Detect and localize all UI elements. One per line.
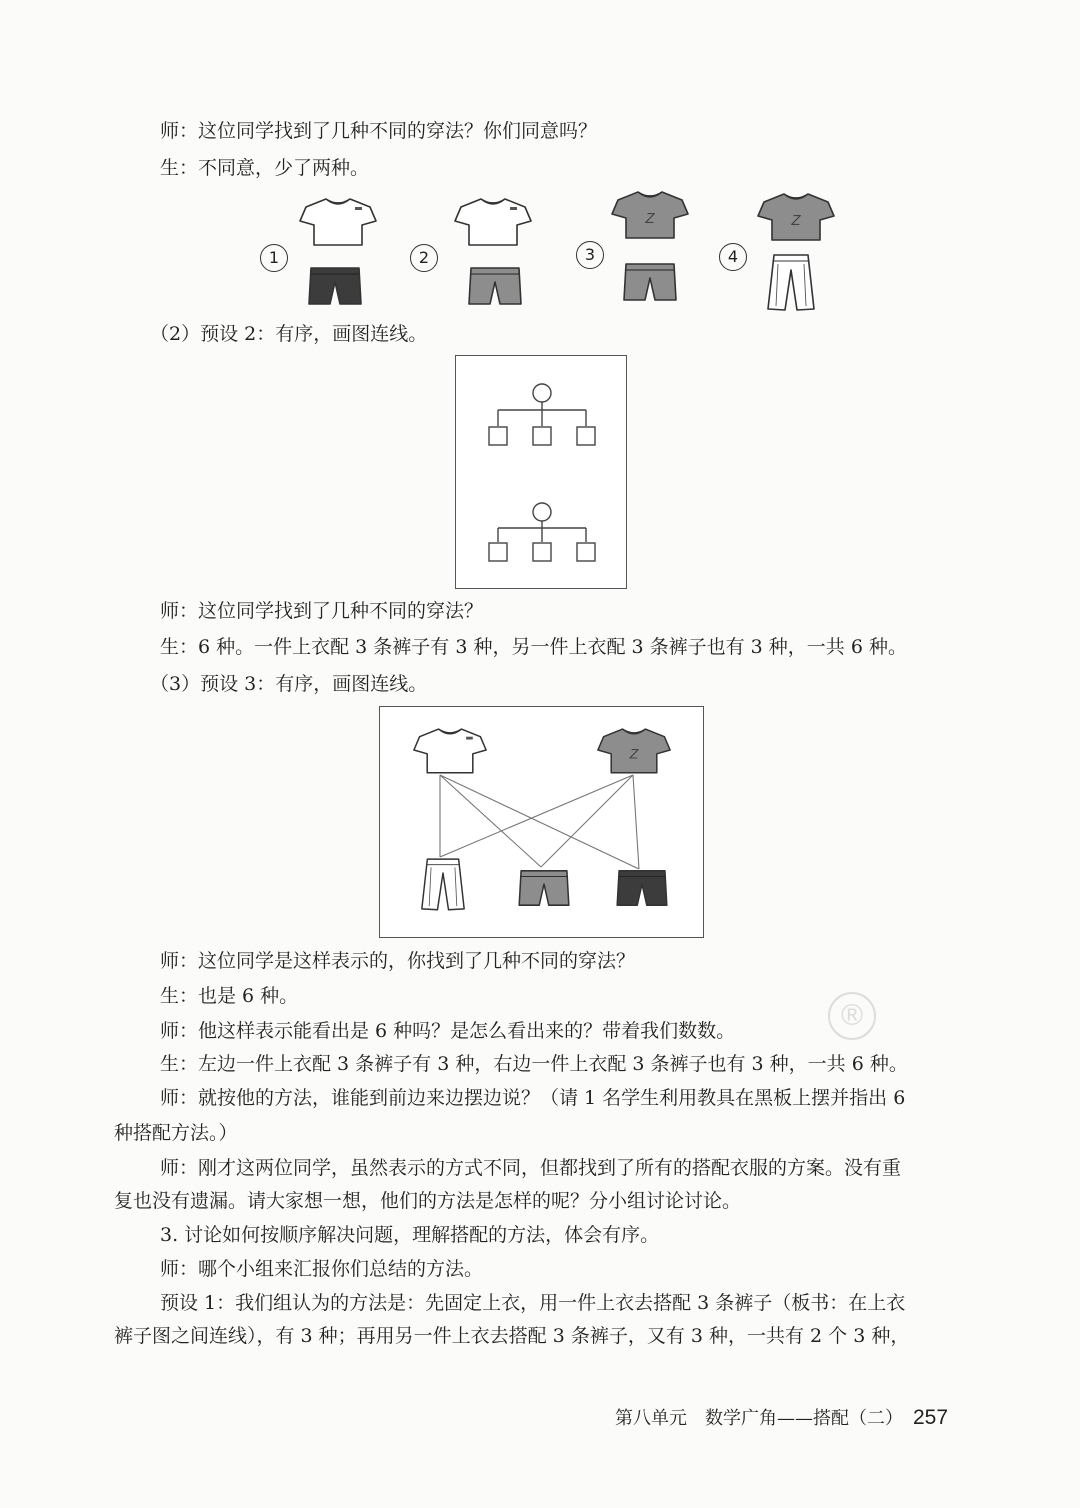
text-line: 生：也是 6 种。	[160, 985, 299, 1007]
shirt-logo: Z	[645, 210, 655, 227]
page-footer	[615, 1404, 948, 1430]
gray-shorts-icon	[622, 260, 678, 304]
white-tshirt-icon	[298, 195, 378, 247]
text-line: 生：不同意，少了两种。	[160, 157, 370, 179]
matching-diagram-frame	[379, 706, 704, 938]
gray-shorts-icon	[467, 264, 523, 308]
text-line: 师：哪个小组来汇报你们总结的方法。	[160, 1258, 484, 1280]
shirt-logo: Z	[629, 746, 639, 763]
white-tshirt-icon	[414, 729, 486, 773]
text-line: 3. 讨论如何按顺序解决问题，理解搭配的方法，体会有序。	[160, 1224, 660, 1246]
text-line: 师：刚才这两位同学，虽然表示的方式不同，但都找到了所有的搭配衣服的方案。没有重	[160, 1157, 902, 1179]
text-line: 裤子图之间连线），有 3 种；再用另一件上衣去搭配 3 条裤子，又有 3 种，一共有 2 个 3 种，	[114, 1325, 910, 1347]
gray-tshirt-icon	[598, 729, 670, 773]
gray-tshirt-icon	[756, 190, 836, 242]
text-line: 师：这位同学是这样表示的，你找到了几种不同的穿法？	[160, 950, 636, 972]
gray-tshirt-icon	[610, 188, 690, 240]
text-line: 生：6 种。一件上衣配 3 条裤子有 3 种，另一件上衣配 3 条裤子也有 3 种，一共 6 种。	[160, 636, 907, 658]
text-line: （2）预设 2：有序，画图连线。	[150, 323, 428, 345]
page-number: 257	[913, 1406, 949, 1429]
footer-chapter: 第八单元 数学广角——搭配（二）	[615, 1408, 903, 1429]
text-line: （3）预设 3：有序，画图连线。	[150, 673, 428, 695]
gray-shorts-icon	[519, 871, 569, 905]
text-line: 师：他这样表示能看出是 6 种吗？是怎么看出来的？带着我们数数。	[160, 1020, 736, 1042]
white-pants-icon	[766, 252, 816, 312]
text-line: 种搭配方法。）	[114, 1122, 238, 1144]
text-line: 师：这位同学找到了几种不同的穿法？你们同意吗？	[160, 120, 598, 142]
white-pants-icon	[422, 859, 464, 910]
outfit-number: 3	[576, 241, 604, 269]
outfit-number: 1	[260, 244, 288, 272]
registered-watermark: ®	[828, 992, 876, 1040]
tree-diagram-frame	[455, 355, 627, 589]
text-line: 复也没有遗漏。请大家想一想，他们的方法是怎样的呢？分小组讨论讨论。	[114, 1190, 742, 1212]
text-line: 师：这位同学找到了几种不同的穿法？	[160, 600, 484, 622]
white-tshirt-icon	[453, 195, 533, 247]
outfit-number: 4	[719, 243, 747, 271]
text-line: 师：就按他的方法，谁能到前边来边摆边说？（请 1 名学生利用教具在黑板上摆并指出 6	[160, 1087, 906, 1109]
text-line: 预设 1：我们组认为的方法是：先固定上衣，用一件上衣去搭配 3 条裤子（板书：在上衣	[160, 1292, 906, 1314]
outfit-number: 2	[410, 244, 438, 272]
dark-shorts-icon	[307, 264, 363, 308]
dark-shorts-icon	[617, 871, 667, 905]
text-line: 生：左边一件上衣配 3 条裤子有 3 种，右边一件上衣配 3 条裤子也有 3 种，一共 6 种。	[160, 1053, 908, 1075]
matching-diagram	[380, 707, 703, 937]
tree-diagram	[456, 356, 626, 588]
shirt-logo: Z	[791, 212, 801, 229]
